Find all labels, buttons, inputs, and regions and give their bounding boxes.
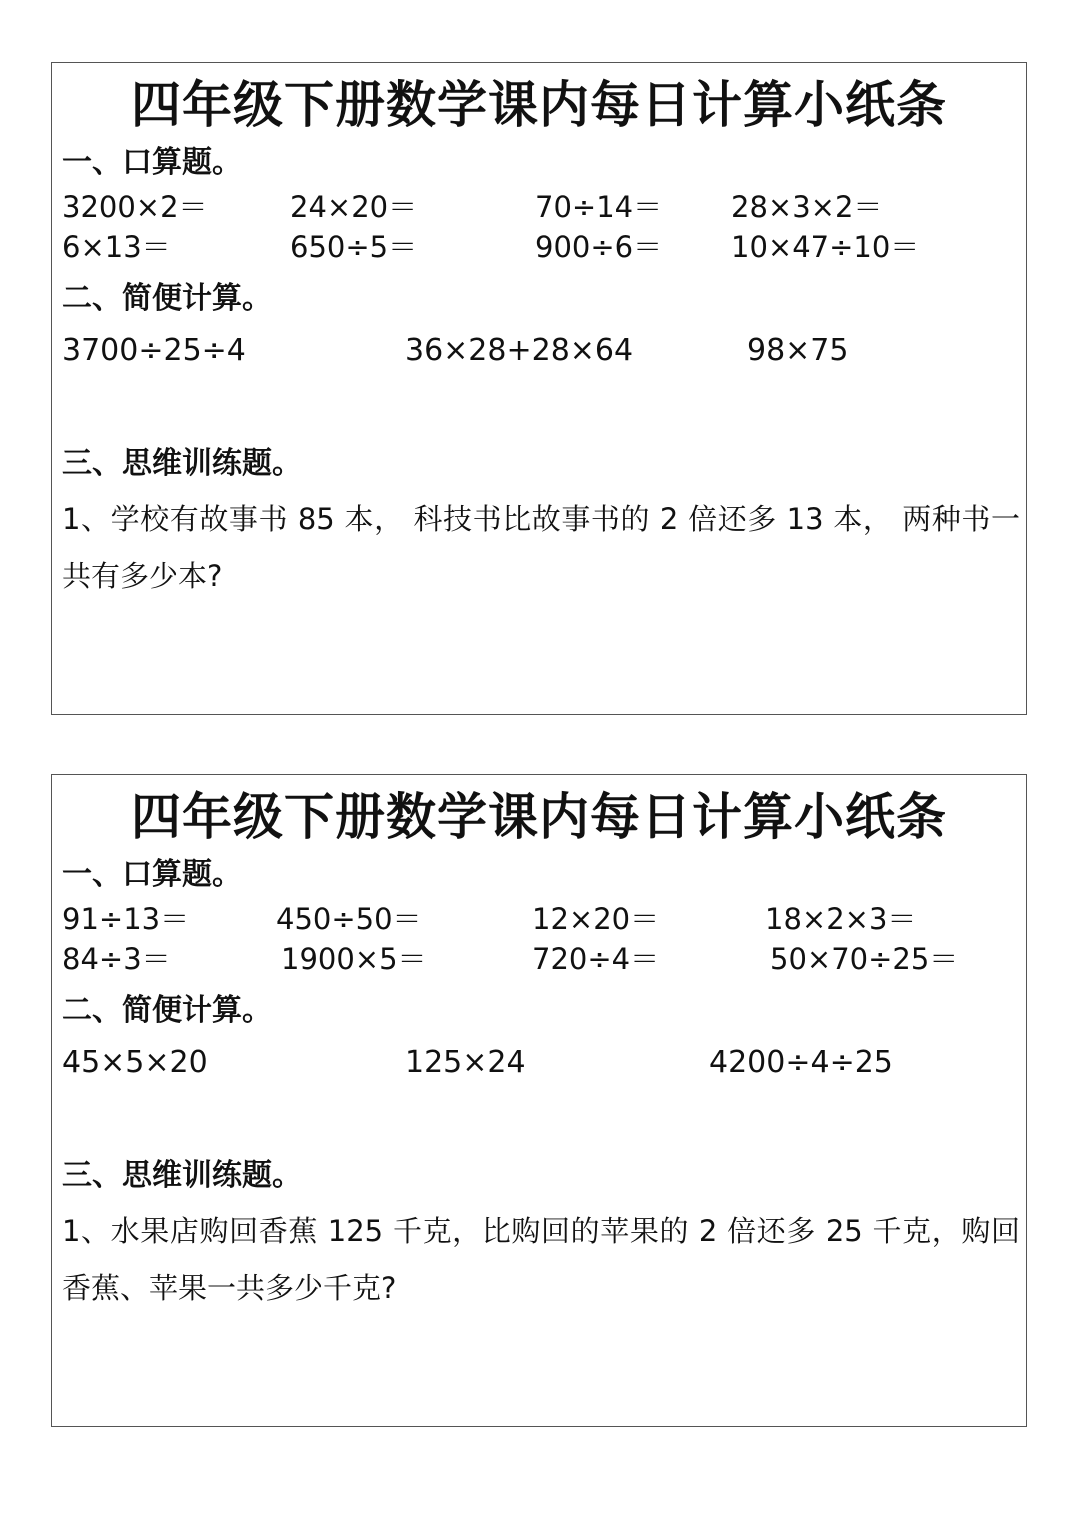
simple-calc-problem: 4200÷4÷25	[709, 1045, 893, 1080]
oral-problem: 650÷5＝	[290, 230, 418, 264]
section-heading-oral: 一、口算题。	[62, 145, 242, 180]
simple-calc-row	[52, 1043, 1026, 1083]
oral-problem: 720÷4＝	[532, 942, 660, 976]
simple-calc-problem: 3700÷25÷4	[62, 333, 246, 368]
word-problem: 1、水果店购回香蕉 125 千克，比购回的苹果的 2 倍还多 25 千克，购回香蕉、苹果一共多少千克?	[62, 1214, 1020, 1305]
oral-problem: 1900×5＝	[281, 942, 427, 976]
word-problem: 1、学校有故事书 85 本， 科技书比故事书的 2 倍还多 13 本， 两种书一共有多少本?	[62, 502, 1020, 593]
oral-problem: 12×20＝	[532, 902, 660, 936]
simple-calc-problem: 45×5×20	[62, 1045, 208, 1080]
oral-problem: 70÷14＝	[535, 190, 663, 224]
simple-calc-row	[52, 331, 1026, 371]
section-heading-thinking: 三、思维训练题。	[62, 1158, 302, 1193]
oral-problem: 50×70÷25＝	[770, 942, 959, 976]
oral-row-1	[52, 901, 1026, 937]
simple-calc-problem: 125×24	[405, 1045, 526, 1080]
oral-problem: 91÷13＝	[62, 902, 190, 936]
section-heading-oral: 一、口算题。	[62, 857, 242, 892]
oral-row-2	[52, 229, 1026, 265]
oral-problem: 900÷6＝	[535, 230, 663, 264]
simple-calc-problem: 98×75	[747, 333, 849, 368]
oral-problem: 3200×2＝	[62, 190, 208, 224]
oral-problem: 6×13＝	[62, 230, 171, 264]
worksheet-title: 四年级下册数学课内每日计算小纸条	[131, 788, 947, 846]
oral-row-2	[52, 941, 1026, 977]
oral-problem: 84÷3＝	[62, 942, 171, 976]
simple-calc-problem: 36×28+28×64	[405, 333, 634, 368]
oral-problem: 28×3×2＝	[731, 190, 883, 224]
section-heading-thinking: 三、思维训练题。	[62, 446, 302, 481]
oral-problem: 18×2×3＝	[765, 902, 917, 936]
worksheet-title: 四年级下册数学课内每日计算小纸条	[131, 76, 947, 134]
worksheet-card-2	[51, 774, 1027, 1427]
oral-problem: 24×20＝	[290, 190, 418, 224]
worksheet-card-1	[51, 62, 1027, 715]
section-heading-simple: 二、简便计算。	[62, 281, 272, 316]
oral-row-1	[52, 189, 1026, 225]
section-heading-simple: 二、简便计算。	[62, 993, 272, 1028]
oral-problem: 10×47÷10＝	[731, 230, 920, 264]
oral-problem: 450÷50＝	[276, 902, 422, 936]
